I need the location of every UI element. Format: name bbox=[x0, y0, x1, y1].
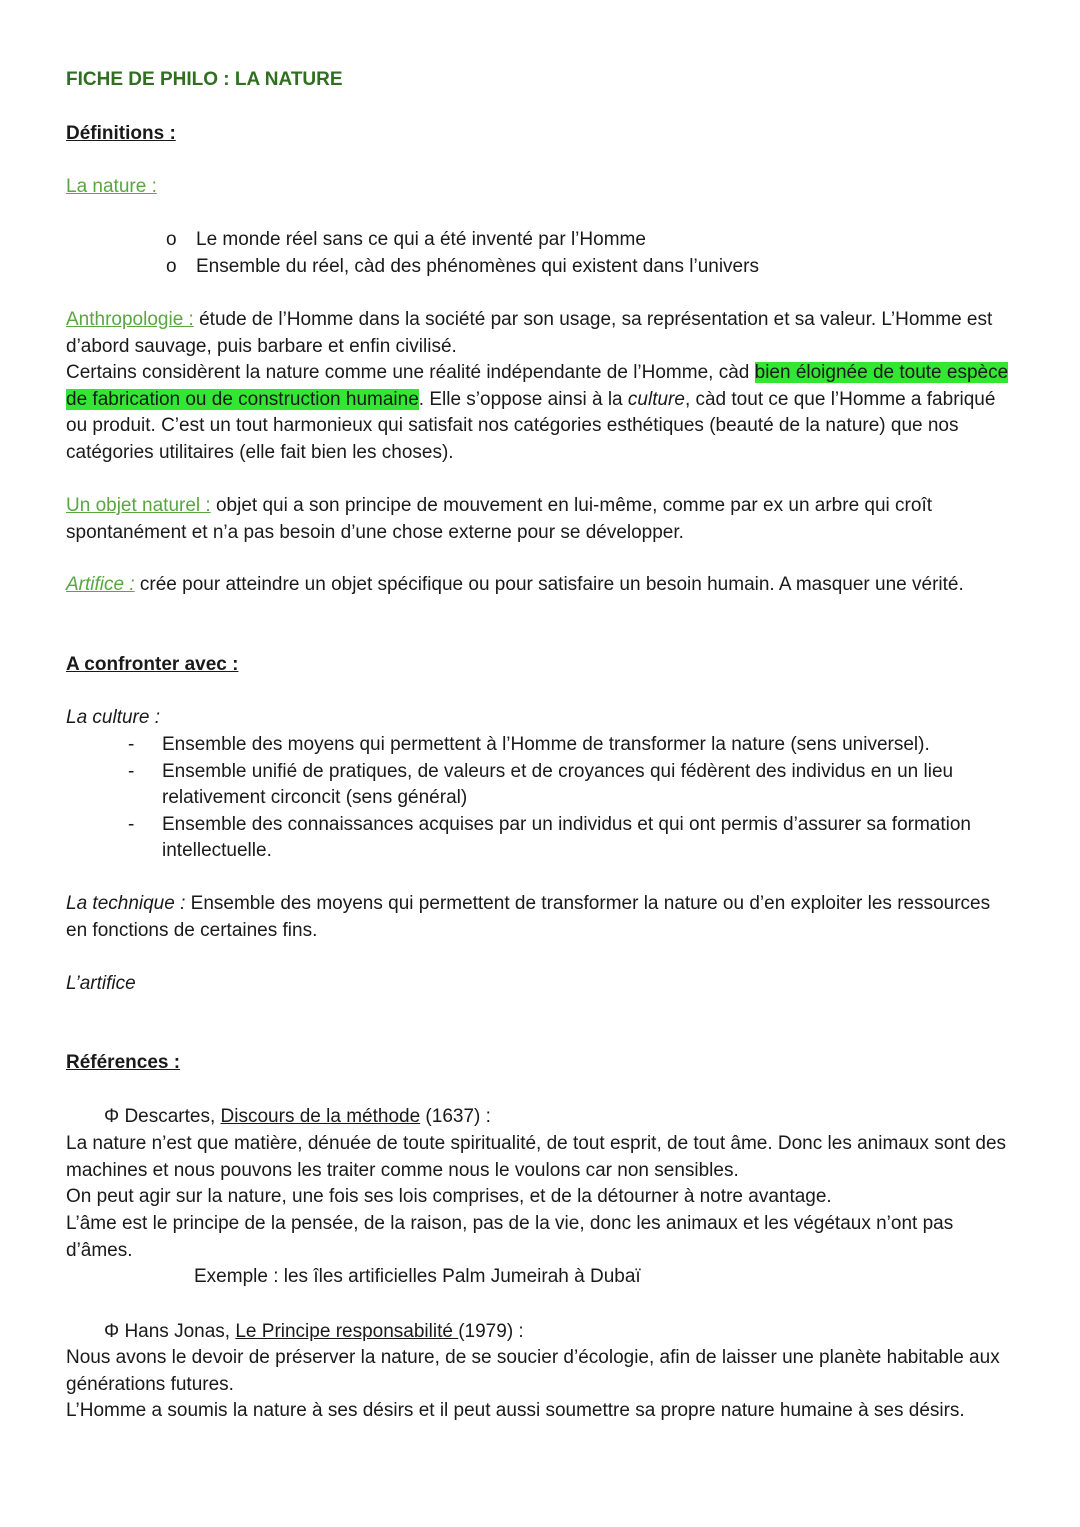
jonas-reference bbox=[66, 1319, 1016, 1346]
references-heading: Références : bbox=[66, 1052, 181, 1073]
culture-word: culture bbox=[627, 388, 685, 410]
descartes-example: Exemple : les îles artificielles Palm Jumeirah à Dubaï bbox=[194, 1266, 641, 1287]
descartes-paragraph-2: On peut agir sur la nature, une fois ses lois comprises, et de la détourner à notre avantage. bbox=[66, 1186, 832, 1207]
nature-term-label: La nature : bbox=[66, 176, 157, 197]
descartes-paragraph-3: L’âme est le principe de la pensée, de la raison, pas de la vie, donc les animaux et les végétaux n’ont pas d’âmes. bbox=[66, 1213, 954, 1261]
culture-bullet-text: Ensemble des connaissances acquises par un individus et qui ont permis d’assurer sa formation intellectuelle. bbox=[162, 813, 971, 861]
jonas-paragraph-2: L’Homme a soumis la nature à ses désirs et il peut aussi soumettre sa propre nature humaine à ses désirs. bbox=[66, 1400, 965, 1421]
culture-description-text: , càd tout ce que l’Homme a fabriqué ou produit. C’est un tout harmonieux qui satisfait nos catégories esthétiques (beauté de la nature) que nos catégories utilitaires (elle fait bien les choses). bbox=[66, 388, 996, 463]
artifice-term: Artifice : bbox=[66, 574, 135, 595]
nature-bullet-list bbox=[66, 227, 1016, 280]
descartes-year: (1637) : bbox=[420, 1106, 491, 1127]
descartes-work: Discours de la méthode bbox=[220, 1106, 421, 1127]
phi-icon: Φ bbox=[104, 1106, 120, 1127]
list-item bbox=[128, 759, 1008, 812]
nature-reality-text: Certains considèrent la nature comme une réalité indépendante de l’Homme, càd bbox=[66, 362, 755, 383]
list-item bbox=[128, 732, 1008, 759]
descartes-reference bbox=[66, 1104, 1016, 1131]
technique-text: Ensemble des moyens qui permettent de transformer la nature ou d’en exploiter les ressources en fonctions de certaines fins. bbox=[66, 893, 991, 941]
objet-naturel-term: Un objet naturel : bbox=[66, 495, 211, 516]
nature-oppose-text: . Elle s’oppose ainsi à la bbox=[418, 388, 628, 410]
jonas-work: Le Principe responsabilité bbox=[235, 1321, 459, 1342]
definitions-heading: Définitions : bbox=[66, 123, 176, 144]
culture-bullet-text: Ensemble des moyens qui permettent à l’Homme de transformer la nature (sens universel). bbox=[162, 734, 930, 755]
nature-bullet-text: Ensemble du réel, càd des phénomènes qui existent dans l’univers bbox=[196, 255, 759, 277]
culture-bullet-text: Ensemble unifié de pratiques, de valeurs et de croyances qui fédèrent des individus en un lieu relativement circoncit (sens général) bbox=[162, 760, 954, 808]
objet-naturel-definition bbox=[66, 493, 1016, 546]
technique-definition bbox=[66, 891, 1016, 944]
artifice-label: L’artifice bbox=[66, 973, 136, 994]
nature-bullet-text: Le monde réel sans ce qui a été inventé par l’Homme bbox=[196, 229, 646, 250]
nature-term bbox=[66, 174, 1016, 201]
jonas-year: (1979) : bbox=[458, 1321, 524, 1342]
technique-term: La technique : bbox=[66, 893, 186, 914]
highlighted-text: bien éloignée de toute espèce de fabrication ou de construction humaine bbox=[66, 362, 1009, 410]
anthropologie-definition bbox=[66, 307, 1016, 466]
artifice-definition bbox=[66, 572, 1016, 599]
objet-naturel-text: objet qui a son principe de mouvement en lui-même, comme par ex un arbre qui croît spontanément et n’a pas besoin d’une chose externe pour se développer. bbox=[66, 495, 933, 543]
circle-bullet-icon: o bbox=[166, 255, 177, 277]
jonas-author: Hans Jonas, bbox=[124, 1321, 236, 1342]
dash-bullet-icon: - bbox=[128, 760, 135, 782]
jonas-paragraph-1: Nous avons le devoir de préserver la nature, de se soucier d’écologie, afin de laisser une planète habitable aux générations futures. bbox=[66, 1347, 1000, 1395]
descartes-author: Descartes, bbox=[124, 1106, 221, 1127]
list-item bbox=[128, 812, 1008, 865]
confront-heading: A confronter avec : bbox=[66, 654, 239, 675]
dash-bullet-icon: - bbox=[128, 813, 135, 835]
phi-icon: Φ bbox=[104, 1321, 120, 1342]
anthropologie-text: étude de l’Homme dans la société par son usage, sa représentation et sa valeur. L’Homme est d’abord sauvage, puis barbare et enfin civilisé. bbox=[66, 309, 993, 357]
dash-bullet-icon: - bbox=[128, 734, 135, 755]
culture-term: La culture : bbox=[66, 707, 160, 728]
culture-bullet-list bbox=[66, 732, 1016, 867]
page-title: FICHE DE PHILO : LA NATURE bbox=[66, 69, 343, 90]
artifice-text: crée pour atteindre un objet spécifique ou pour satisfaire un besoin humain. A masquer une vérité. bbox=[134, 574, 964, 595]
descartes-paragraph-1: La nature n’est que matière, dénuée de toute spiritualité, de tout esprit, de tout âme. Donc les animaux sont des machines et nous pouvons les traiter comme nous le voulons car non sensibles. bbox=[66, 1133, 1007, 1181]
circle-bullet-icon: o bbox=[166, 229, 177, 250]
anthropologie-term: Anthropologie : bbox=[66, 309, 194, 330]
